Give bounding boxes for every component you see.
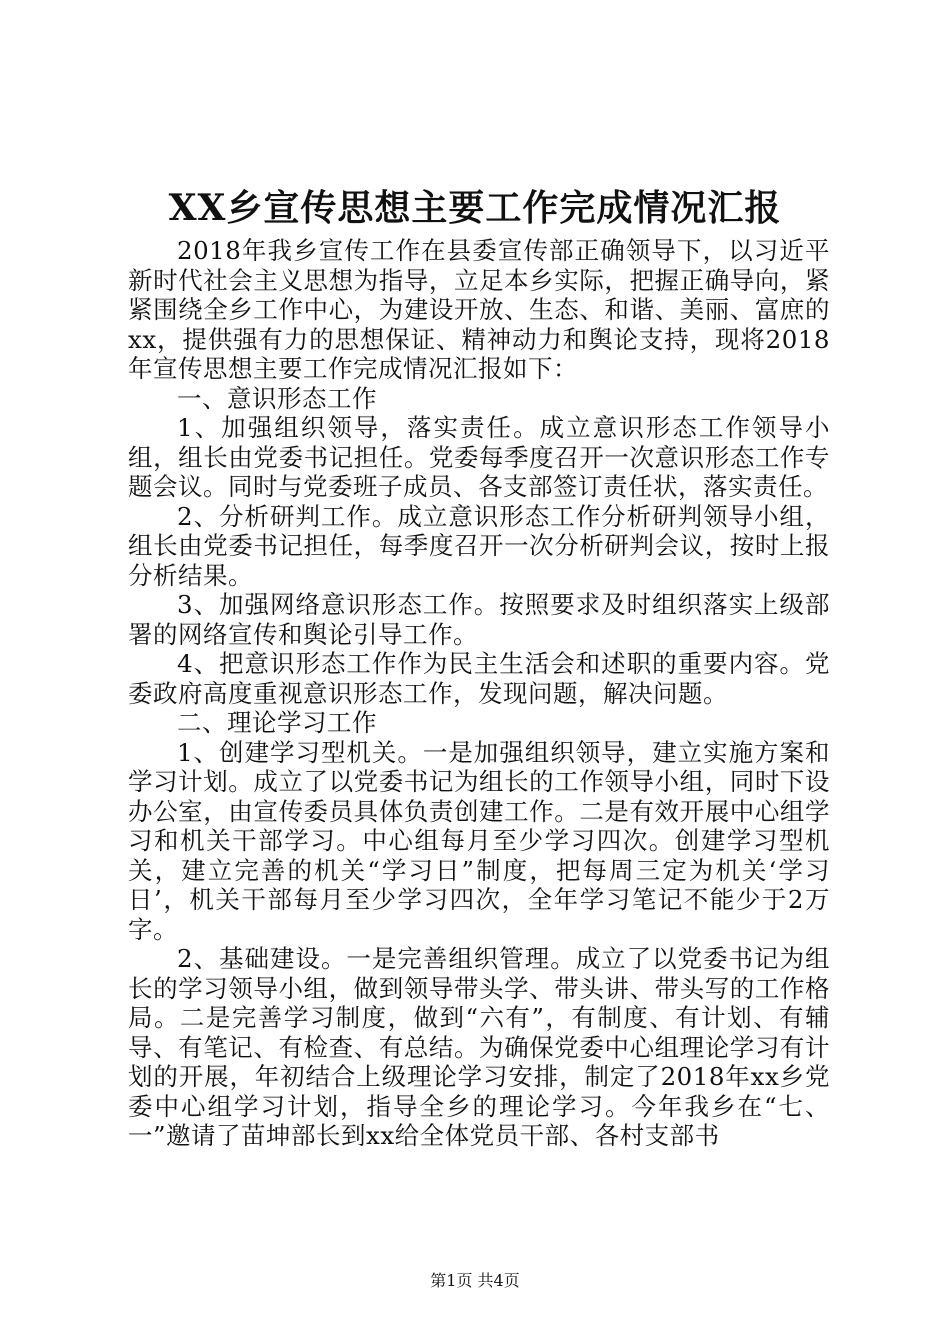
paragraph-theory-1: 1、创建学习型机关。一是加强组织领导，建立实施方案和学习计划。成立了以党委书记为组长的工作领导小组，同时下设办公室，由宣传委员具体负责创建工作。二是有效开展中心组学习和机关干部学习。中心组每月至少学习四次。创建学习型机关，建立完善的机关“学习日”制度，把每周三定为机关‘学习日’，机关干部每月至少学习四次，全年学习笔记不能少于2万字。	[128, 737, 830, 944]
paragraph-ideology-3: 3、加强网络意识形态工作。按照要求及时组织落实上级部署的网络宣传和舆论引导工作。	[128, 590, 830, 649]
section-heading-ideology: 一、意识形态工作	[177, 383, 377, 413]
paragraph-ideology-4: 4、把意识形态工作作为民主生活会和述职的重要内容。党委政府高度重视意识形态工作，发现问题，解决问题。	[128, 649, 830, 708]
document-title: XX乡宣传思想主要工作完成情况汇报	[168, 187, 782, 229]
page-number: 第1页 共4页	[430, 1271, 520, 1290]
paragraph-ideology-1: 1、加强组织领导，落实责任。成立意识形态工作领导小组，组长由党委书记担任。党委每季度召开一次意识形态工作专题会议。同时与党委班子成员、各支部签订责任状，落实责任。	[128, 413, 830, 501]
document-body	[128, 236, 830, 1151]
paragraph-theory-2: 2、基础建设。一是完善组织管理。成立了以党委书记为组长的学习领导小组，做到领导带头学、带头讲、带头写的工作格局。二是完善学习制度，做到“六有”，有制度、有计划、有辅导、有笔记、有检查、有总结。为确保党委中心组理论学习有计划的开展，年初结合上级理论学习安排，制定了2018年xx乡党委中心组学习计划，指导全乡的理论学习。今年我乡在“七、一”邀请了苗坤部长到xx给全体党员干部、各村支部书	[128, 944, 830, 1150]
paragraph-ideology-2: 2、分析研判工作。成立意识形态工作分析研判领导小组，组长由党委书记担任，每季度召开一次分析研判会议，按时上报分析结果。	[128, 501, 830, 590]
section-heading-theory: 二、理论学习工作	[177, 708, 377, 737]
paragraph-intro: 2018年我乡宣传工作在县委宣传部正确领导下，以习近平新时代社会主义思想为指导，立足本乡实际，把握正确导向，紧紧围绕全乡工作中心，为建设开放、生态、和谐、美丽、富庶的xx，提供强有力的思想保证、精神动力和舆论支持，现将2018年宣传思想主要工作完成情况汇报如下：	[128, 236, 830, 383]
